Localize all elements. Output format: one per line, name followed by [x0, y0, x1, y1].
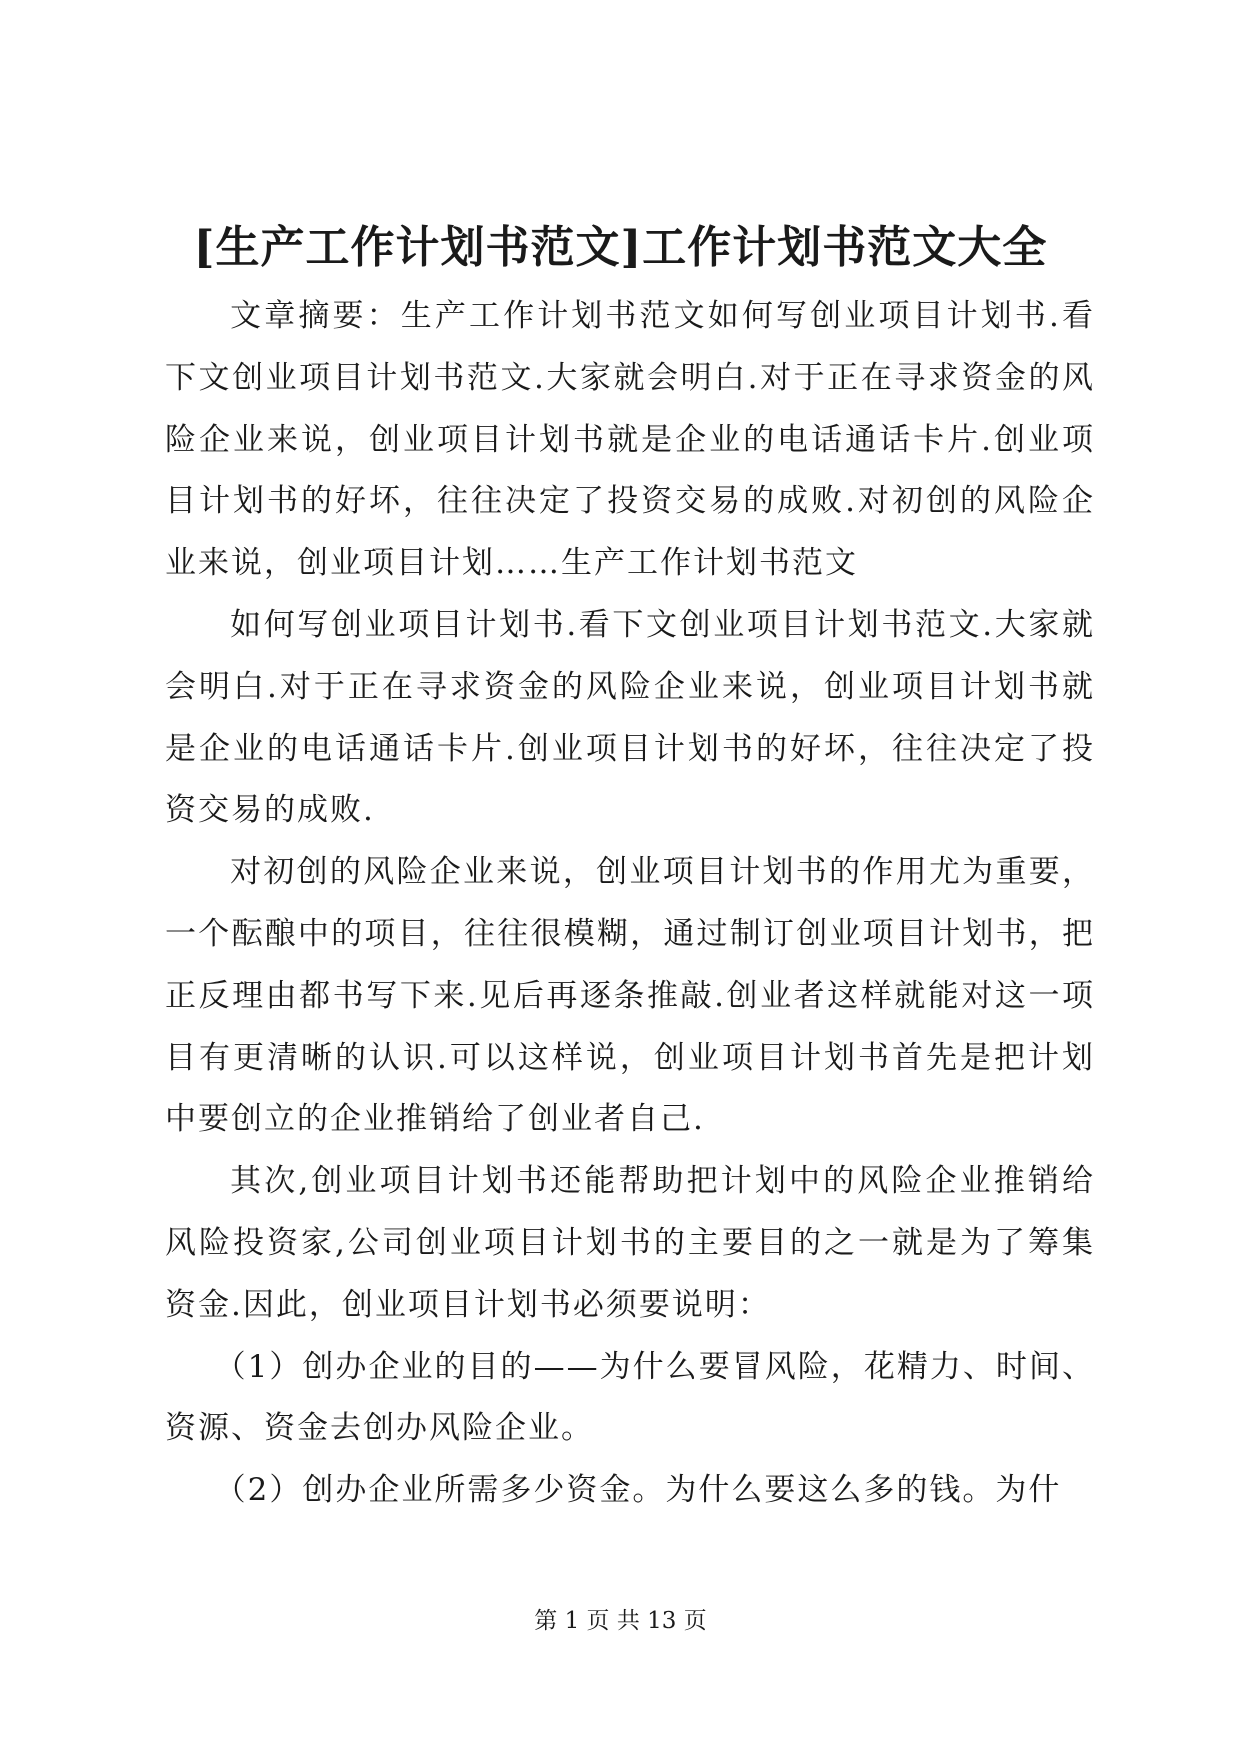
document-title: [生产工作计划书范文]工作计划书范文大全 [193, 222, 1048, 273]
paragraph: 其次,创业项目计划书还能帮助把计划中的风险企业推销给风险投资家,公司创业项目计划书的主要目的之一就是为了筹集资金.因此，创业项目计划书必须要说明： [165, 1163, 1095, 1323]
document-body [165, 286, 1095, 1522]
page-number-footer: 第 1 页 共 13 页 [534, 1608, 707, 1634]
list-item: （2）创办企业所需多少资金。为什么要这么多的钱。为什 [214, 1472, 1062, 1509]
paragraph-abstract: 文章摘要：生产工作计划书范文如何写创业项目计划书.看下文创业项目计划书范文.大家就会明白.对于正在寻求资金的风险企业来说，创业项目计划书就是企业的电话通话卡片.创业项目计划书的好坏，往往决定了投资交易的成败.对初创的风险企业来说，创业项目计划……生产工作计划书范文 [165, 298, 1095, 582]
paragraph: 对初创的风险企业来说，创业项目计划书的作用尤为重要，一个酝酿中的项目，往往很模糊，通过制订创业项目计划书，把正反理由都书写下来.见后再逐条推敲.创业者这样就能对这一项目有更清晰的认识.可以这样说，创业项目计划书首先是把计划中要创立的企业推销给了创业者自己. [165, 854, 1095, 1138]
list-item: （1）创办企业的目的——为什么要冒风险，花精力、时间、资源、资金去创办风险企业。 [165, 1348, 1095, 1447]
paragraph: 如何写创业项目计划书.看下文创业项目计划书范文.大家就会明白.对于正在寻求资金的风险企业来说，创业项目计划书就是企业的电话通话卡片.创业项目计划书的好坏，往往决定了投资交易的成败. [165, 606, 1095, 829]
